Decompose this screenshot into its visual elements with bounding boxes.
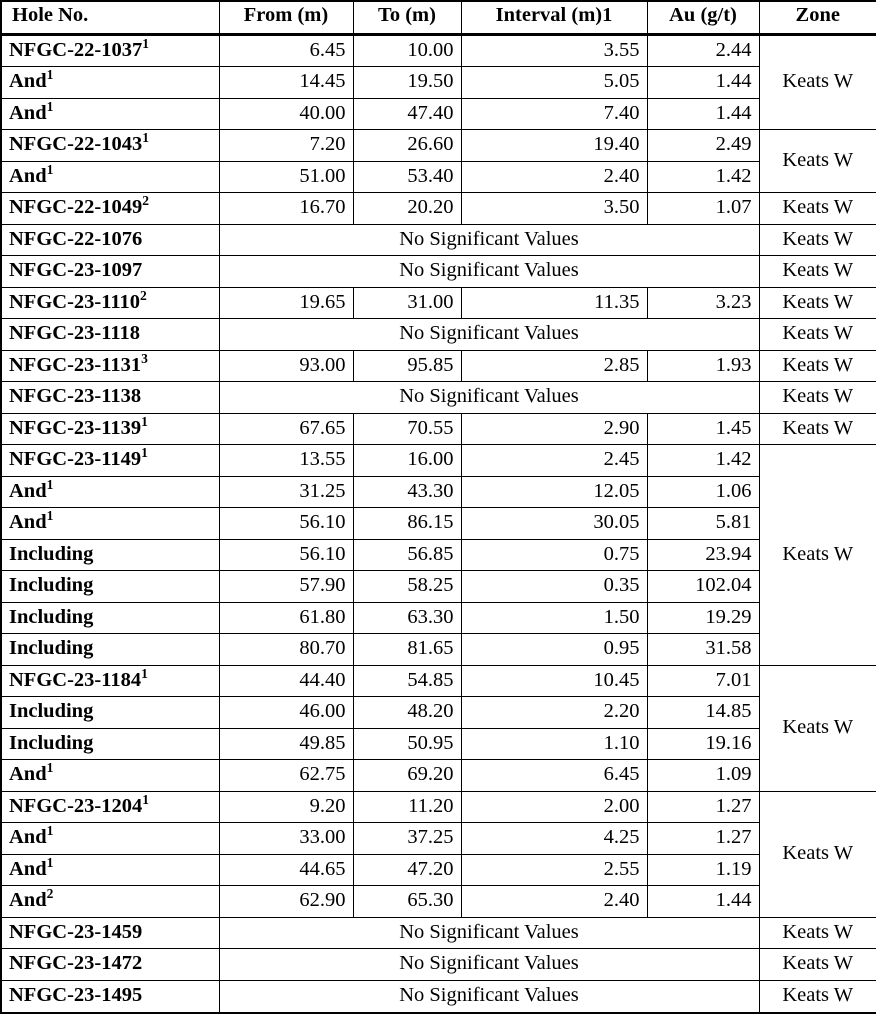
cell-hole-no: NFGC-23-1472 [1,949,219,981]
table-row [1,67,876,99]
cell-to: 20.20 [353,193,461,225]
cell-interval: 19.40 [461,130,647,162]
column-header-interval: Interval (m)1 [461,1,647,34]
cell-no-significant-values: No Significant Values [219,382,759,414]
cell-hole-no: And$^1$ [1,760,219,792]
cell-zone: Keats W [759,445,876,666]
table-row [1,539,876,571]
cell-hole-no: Including [1,571,219,603]
cell-no-significant-values: No Significant Values [219,319,759,351]
cell-no-significant-values: No Significant Values [219,224,759,256]
cell-interval: 4.25 [461,823,647,855]
cell-au: 1.44 [647,886,759,918]
cell-hole-no: And$^1$ [1,67,219,99]
cell-interval: 3.55 [461,34,647,67]
cell-interval: 12.05 [461,476,647,508]
cell-interval: 11.35 [461,287,647,319]
cell-zone: Keats W [759,791,876,917]
cell-au: 1.93 [647,350,759,382]
cell-zone: Keats W [759,256,876,288]
table-row [1,823,876,855]
cell-zone: Keats W [759,980,876,1012]
cell-zone: Keats W [759,413,876,445]
cell-to: 10.00 [353,34,461,67]
cell-au: 1.07 [647,193,759,225]
cell-hole-no: NFGC-23-1184$^1$ [1,665,219,697]
cell-au: 1.42 [647,445,759,477]
table-row [1,193,876,225]
cell-hole-no: NFGC-22-1037$^1$ [1,34,219,67]
table-row [1,319,876,351]
table-row [1,917,876,949]
cell-au: 2.49 [647,130,759,162]
cell-au: 19.16 [647,728,759,760]
table-header [1,1,876,34]
cell-from: 57.90 [219,571,353,603]
cell-from: 40.00 [219,98,353,130]
table-row [1,224,876,256]
cell-au: 1.42 [647,161,759,193]
cell-interval: 6.45 [461,760,647,792]
cell-from: 56.10 [219,539,353,571]
cell-hole-no: NFGC-23-1110$^2$ [1,287,219,319]
table-row [1,476,876,508]
cell-hole-no: NFGC-23-1097 [1,256,219,288]
cell-au: 1.27 [647,791,759,823]
cell-zone: Keats W [759,130,876,193]
cell-zone: Keats W [759,224,876,256]
cell-interval: 2.00 [461,791,647,823]
cell-au: 31.58 [647,634,759,666]
column-header-au: Au (g/t) [647,1,759,34]
footnote-marker: 1 [141,666,148,681]
cell-to: 16.00 [353,445,461,477]
footnote-marker: 1 [141,445,148,461]
table-row [1,413,876,445]
cell-au: 5.81 [647,508,759,540]
cell-interval: 2.85 [461,350,647,382]
cell-hole-no: Including [1,634,219,666]
cell-au: 7.01 [647,665,759,697]
cell-zone: Keats W [759,287,876,319]
cell-from: 67.65 [219,413,353,445]
cell-hole-no: NFGC-23-1131$^3$ [1,350,219,382]
cell-to: 81.65 [353,634,461,666]
cell-hole-no: And$^1$ [1,823,219,855]
footnote-marker: 1 [142,35,149,51]
cell-from: 62.90 [219,886,353,918]
cell-interval: 5.05 [461,67,647,99]
table-row [1,382,876,414]
cell-au: 1.06 [647,476,759,508]
table-row [1,980,876,1012]
footnote-marker: 1 [46,823,54,839]
cell-au: 23.94 [647,539,759,571]
table-row [1,697,876,729]
cell-to: 47.20 [353,854,461,886]
cell-zone: Keats W [759,319,876,351]
cell-from: 9.20 [219,791,353,823]
cell-au: 3.23 [647,287,759,319]
cell-from: 56.10 [219,508,353,540]
cell-to: 70.55 [353,413,461,445]
cell-from: 33.00 [219,823,353,855]
cell-hole-no: And$^1$ [1,476,219,508]
cell-from: 13.55 [219,445,353,477]
column-header-to: To (m) [353,1,461,34]
cell-no-significant-values: No Significant Values [219,980,759,1012]
cell-interval: 2.40 [461,161,647,193]
table-header-row [1,1,876,34]
cell-hole-no: And$^1$ [1,161,219,193]
cell-zone: Keats W [759,665,876,791]
cell-to: 86.15 [353,508,461,540]
table-row [1,665,876,697]
cell-to: 65.30 [353,886,461,918]
cell-no-significant-values: No Significant Values [219,917,759,949]
cell-hole-no: And$^1$ [1,854,219,886]
cell-hole-no: NFGC-23-1138 [1,382,219,414]
cell-to: 56.85 [353,539,461,571]
table-row [1,854,876,886]
cell-interval: 1.10 [461,728,647,760]
cell-to: 37.25 [353,823,461,855]
footnote-marker: 1 [46,508,54,524]
cell-au: 19.29 [647,602,759,634]
cell-hole-no: NFGC-22-1043$^1$ [1,130,219,162]
table-row [1,728,876,760]
footnote-marker: 1 [46,476,54,492]
cell-no-significant-values: No Significant Values [219,949,759,981]
cell-from: 44.65 [219,854,353,886]
footnote-marker: 1 [46,98,54,114]
cell-zone: Keats W [759,382,876,414]
footnote-marker: 1 [46,161,54,177]
footnote-marker: 3 [141,350,148,366]
cell-to: 43.30 [353,476,461,508]
table-row [1,886,876,918]
cell-to: 54.85 [353,665,461,697]
cell-to: 69.20 [353,760,461,792]
cell-to: 31.00 [353,287,461,319]
cell-au: 1.27 [647,823,759,855]
cell-interval: 30.05 [461,508,647,540]
cell-to: 58.25 [353,571,461,603]
cell-hole-no: Including [1,539,219,571]
cell-from: 62.75 [219,760,353,792]
table-row [1,287,876,319]
cell-au: 14.85 [647,697,759,729]
cell-to: 50.95 [353,728,461,760]
cell-zone: Keats W [759,34,876,130]
cell-hole-no: NFGC-23-1139$^1$ [1,413,219,445]
cell-interval: 3.50 [461,193,647,225]
footnote-marker: 1 [46,855,54,871]
footnote-marker: 2 [46,886,54,902]
cell-from: 44.40 [219,665,353,697]
footnote-marker: 2 [139,287,147,303]
table-row [1,760,876,792]
cell-to: 11.20 [353,791,461,823]
cell-to: 53.40 [353,161,461,193]
cell-from: 6.45 [219,34,353,67]
cell-to: 26.60 [353,130,461,162]
cell-to: 19.50 [353,67,461,99]
table-row [1,634,876,666]
cell-interval: 0.75 [461,539,647,571]
table-row [1,602,876,634]
cell-au: 1.44 [647,67,759,99]
table-row [1,256,876,288]
cell-au: 1.44 [647,98,759,130]
table-body [1,34,876,1012]
footnote-marker: 1 [46,760,54,776]
column-header-zone: Zone [759,1,876,34]
cell-from: 7.20 [219,130,353,162]
cell-from: 16.70 [219,193,353,225]
cell-from: 49.85 [219,728,353,760]
cell-from: 61.80 [219,602,353,634]
cell-interval: 2.45 [461,445,647,477]
cell-to: 95.85 [353,350,461,382]
cell-from: 14.45 [219,67,353,99]
column-header-hole: Hole No. [1,1,219,34]
cell-no-significant-values: No Significant Values [219,256,759,288]
cell-zone: Keats W [759,917,876,949]
cell-from: 19.65 [219,287,353,319]
cell-interval: 2.20 [461,697,647,729]
table-row [1,161,876,193]
cell-hole-no: Including [1,697,219,729]
cell-interval: 0.35 [461,571,647,603]
cell-interval: 7.40 [461,98,647,130]
footnote-marker: 1 [142,130,149,146]
cell-hole-no: NFGC-22-1076 [1,224,219,256]
table-row [1,445,876,477]
cell-au: 1.45 [647,413,759,445]
cell-zone: Keats W [759,350,876,382]
cell-hole-no: NFGC-23-1495 [1,980,219,1012]
table-row [1,791,876,823]
cell-from: 51.00 [219,161,353,193]
cell-hole-no: And$^1$ [1,508,219,540]
cell-interval: 10.45 [461,665,647,697]
table-row [1,350,876,382]
cell-to: 48.20 [353,697,461,729]
cell-hole-no: NFGC-22-1049$^2$ [1,193,219,225]
cell-from: 93.00 [219,350,353,382]
footnote-marker: 1 [46,67,54,83]
cell-to: 63.30 [353,602,461,634]
footnote-marker: 2 [142,193,149,209]
cell-interval: 0.95 [461,634,647,666]
cell-hole-no: Including [1,728,219,760]
cell-hole-no: NFGC-23-1204$^1$ [1,791,219,823]
cell-hole-no: NFGC-23-1118 [1,319,219,351]
cell-au: 102.04 [647,571,759,603]
table-row [1,949,876,981]
cell-from: 80.70 [219,634,353,666]
cell-interval: 2.40 [461,886,647,918]
footnote-marker: 1 [142,792,149,808]
table-row [1,34,876,67]
cell-au: 1.19 [647,854,759,886]
cell-hole-no: NFGC-23-1149$^1$ [1,445,219,477]
table-row [1,571,876,603]
cell-hole-no: NFGC-23-1459 [1,917,219,949]
table-row [1,508,876,540]
cell-from: 46.00 [219,697,353,729]
cell-to: 47.40 [353,98,461,130]
cell-au: 2.44 [647,34,759,67]
cell-from: 31.25 [219,476,353,508]
cell-au: 1.09 [647,760,759,792]
table-row [1,130,876,162]
cell-zone: Keats W [759,193,876,225]
cell-interval: 2.90 [461,413,647,445]
cell-zone: Keats W [759,949,876,981]
cell-hole-no: Including [1,602,219,634]
footnote-marker: 1 [141,413,148,429]
cell-hole-no: And$^2$ [1,886,219,918]
cell-interval: 1.50 [461,602,647,634]
cell-hole-no: And$^1$ [1,98,219,130]
table-row [1,98,876,130]
cell-interval: 2.55 [461,854,647,886]
column-header-from: From (m) [219,1,353,34]
